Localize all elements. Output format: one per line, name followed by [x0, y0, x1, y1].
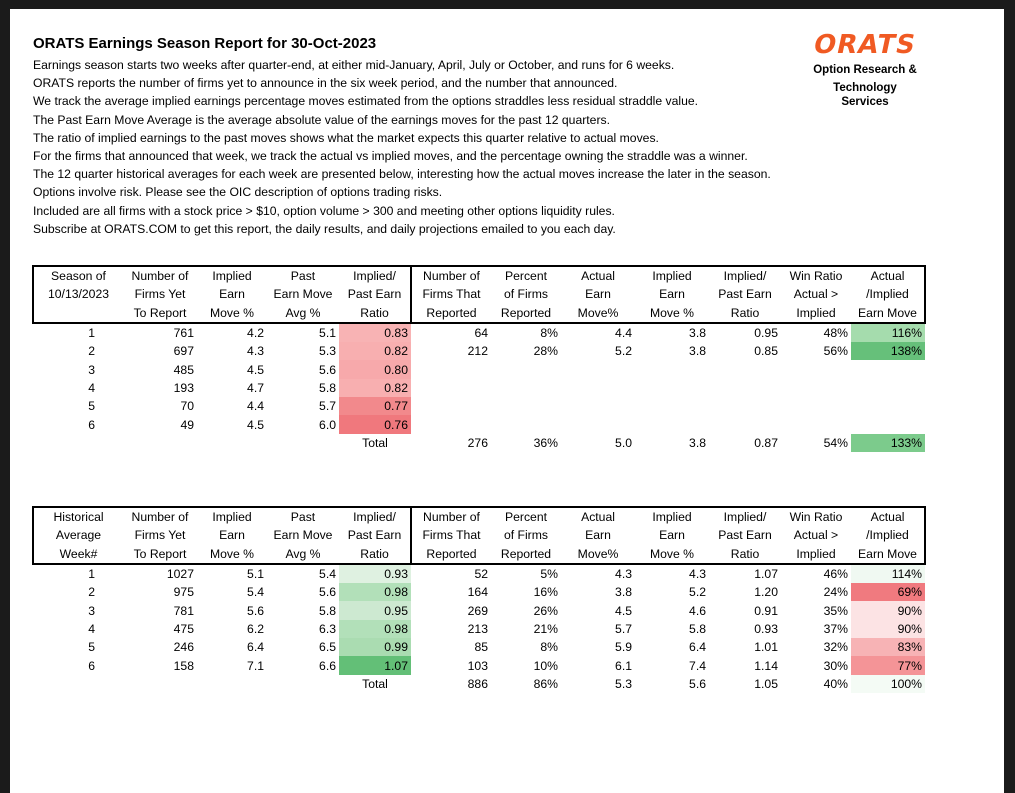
table-cell: 0.93	[339, 564, 411, 583]
total-row	[33, 434, 925, 452]
table-cell: Total	[362, 676, 388, 691]
table-cell: 5.3	[615, 676, 632, 691]
table-cell: 2	[88, 585, 95, 600]
table-row	[33, 564, 925, 583]
table-cell: 5	[88, 640, 95, 655]
table-cell: 4	[88, 380, 95, 395]
table-cell: 5.1	[319, 326, 336, 341]
table-row	[33, 601, 925, 619]
table-row	[33, 583, 925, 601]
historical-table	[32, 506, 926, 693]
table-cell	[197, 675, 267, 693]
table-cell: 54%	[823, 435, 848, 450]
table-cell: 49	[180, 417, 194, 432]
column-header: Move%	[561, 304, 635, 323]
table-cell: 276	[467, 435, 488, 450]
table-cell: 3	[88, 603, 95, 618]
table-cell: 6.2	[247, 621, 264, 636]
column-header: To Report	[123, 304, 197, 323]
table-cell: 8%	[540, 326, 558, 341]
table-cell: 0.95	[754, 326, 778, 341]
table-cell	[561, 379, 635, 397]
column-header: Earn Move	[851, 304, 925, 323]
orats-logo	[810, 31, 920, 109]
table-cell: 138%	[851, 342, 925, 360]
table-cell: 114%	[851, 564, 925, 583]
column-header: Implied/	[709, 507, 781, 526]
column-header: /Implied	[851, 526, 925, 544]
table-cell: 4	[88, 621, 95, 636]
column-header: Implied	[781, 545, 851, 564]
table-cell: 4.2	[247, 326, 264, 341]
table-cell: 213	[467, 621, 488, 636]
table-cell: 761	[173, 326, 194, 341]
table-row	[33, 415, 925, 433]
column-header: Implied	[197, 507, 267, 526]
intro-line: The ratio of implied earnings to the past moves shows what the market expects this quarter relative to actual moves.	[33, 130, 659, 145]
table-cell: 5.7	[615, 621, 632, 636]
table-cell: 36%	[533, 435, 558, 450]
column-header: Implied	[635, 266, 709, 285]
column-header: Move %	[197, 545, 267, 564]
intro-line: The 12 quarter historical averages for each week are presented below, interesting how the actual moves increase the later in the season.	[33, 167, 771, 182]
table-cell: 1	[88, 326, 95, 341]
table-cell: 5.1	[247, 567, 264, 582]
table-cell: 5%	[540, 567, 558, 582]
intro-line: The Past Earn Move Average is the average absolute value of the earnings moves for the past 12 quarters.	[33, 112, 610, 127]
column-header: Past Earn	[339, 526, 411, 544]
column-header: Reported	[491, 545, 561, 564]
table-cell	[709, 415, 781, 433]
column-header: Earn Move	[273, 528, 333, 543]
table-cell: 1.14	[754, 658, 778, 673]
column-header: Implied	[197, 266, 267, 285]
table-cell	[561, 415, 635, 433]
table-cell: 0.80	[339, 360, 411, 378]
intro-line: Included are all firms with a stock price > $10, option volume > 300 and meeting other options liquidity rules.	[33, 203, 615, 218]
table-cell	[635, 397, 709, 415]
table-cell	[411, 379, 491, 397]
table-cell: 35%	[823, 603, 848, 618]
column-header: Reported	[411, 304, 491, 323]
table-cell: 2	[88, 344, 95, 359]
column-header: Firms That	[422, 287, 481, 302]
table-cell: 24%	[823, 585, 848, 600]
column-header: Implied	[781, 304, 851, 323]
table-row	[33, 620, 925, 638]
table-cell: 26%	[533, 603, 558, 618]
column-header: Actual >	[793, 287, 839, 302]
column-header: Move%	[561, 545, 635, 564]
table-cell	[491, 379, 561, 397]
table-cell: 975	[173, 585, 194, 600]
table-cell: 133%	[851, 434, 925, 452]
table-cell: 1.01	[754, 640, 778, 655]
column-header: Actual	[851, 266, 925, 285]
table-cell: 0.91	[754, 603, 778, 618]
table-cell	[781, 360, 851, 378]
column-header: Implied/	[339, 507, 411, 526]
table-cell: 69%	[851, 583, 925, 601]
column-header: of Firms	[503, 528, 548, 543]
table-cell	[709, 360, 781, 378]
table-cell: 0.82	[339, 379, 411, 397]
table-cell	[781, 379, 851, 397]
column-header: Week#	[33, 545, 123, 564]
table-cell: 164	[467, 585, 488, 600]
column-header: Number of	[123, 507, 197, 526]
table-row	[33, 379, 925, 397]
table-cell: 0.77	[339, 397, 411, 415]
column-header: Percent	[491, 507, 561, 526]
column-header: Past Earn	[718, 528, 772, 543]
column-header: Avg %	[267, 304, 339, 323]
table-cell: 6.3	[319, 621, 336, 636]
header-row	[33, 266, 925, 285]
table-cell: 3.8	[689, 344, 706, 359]
intro-line: We track the average implied earnings percentage moves estimated from the options straddles less residual straddle value.	[33, 94, 699, 109]
table-cell: 1.05	[754, 676, 778, 691]
table-cell: 64	[474, 326, 488, 341]
column-header: Earn	[585, 528, 611, 543]
table-cell	[123, 434, 197, 452]
table-cell: 0.93	[754, 621, 778, 636]
column-header: Actual	[561, 266, 635, 285]
header-row	[33, 507, 925, 526]
column-header: Ratio	[339, 545, 411, 564]
table-cell: 85	[474, 640, 488, 655]
table-cell	[781, 397, 851, 415]
column-header: Implied/	[709, 266, 781, 285]
table-cell	[123, 675, 197, 693]
column-header	[33, 304, 123, 323]
column-header: Ratio	[339, 304, 411, 323]
table-cell: 28%	[533, 344, 558, 359]
table-cell: 6	[88, 658, 95, 673]
intro-line: Earnings season starts two weeks after quarter-end, at either mid-January, April, July or October, and runs for 6 weeks.	[33, 58, 675, 72]
intro-line: ORATS reports the number of firms yet to announce in the six week period, and the number that announced.	[33, 76, 618, 91]
table-cell: 5.3	[319, 344, 336, 359]
column-header: Earn	[585, 287, 611, 302]
table-cell	[33, 434, 123, 452]
table-cell: 5.4	[319, 567, 336, 582]
table-cell: 21%	[533, 621, 558, 636]
table-cell: 5.2	[615, 344, 632, 359]
column-header: To Report	[123, 545, 197, 564]
table-cell: 5.4	[247, 585, 264, 600]
table-cell: 4.4	[615, 326, 632, 341]
table-cell	[635, 379, 709, 397]
column-header: Firms Yet	[134, 287, 186, 302]
table-cell: 5	[88, 399, 95, 414]
table-cell: 103	[467, 658, 488, 673]
header-row	[33, 304, 925, 323]
column-header: Firms That	[422, 528, 481, 543]
table-cell: 5.6	[247, 603, 264, 618]
table-cell: 7.1	[247, 658, 264, 673]
table-cell: 697	[173, 344, 194, 359]
column-header: Win Ratio	[781, 266, 851, 285]
table-cell: 886	[467, 676, 488, 691]
table-cell: 90%	[851, 601, 925, 619]
table-cell	[197, 434, 267, 452]
logo-tagline-2: Technology Services	[833, 82, 897, 108]
table-cell: 5.6	[689, 676, 706, 691]
table-cell: 32%	[823, 640, 848, 655]
logo-tagline-1: Option Research &	[813, 64, 917, 76]
table-cell: 0.95	[339, 601, 411, 619]
table-cell: 8%	[540, 640, 558, 655]
table-cell: 3	[88, 362, 95, 377]
header-row	[33, 285, 925, 303]
column-header: Firms Yet	[134, 528, 186, 543]
table-cell: 7.4	[689, 658, 706, 673]
table-cell	[491, 397, 561, 415]
column-header: Past Earn	[718, 287, 772, 302]
table-cell: 5.2	[689, 585, 706, 600]
table-cell: 4.3	[689, 567, 706, 582]
table-cell: 0.82	[339, 342, 411, 360]
table-row	[33, 638, 925, 656]
column-header: Number of	[123, 266, 197, 285]
table-row	[33, 656, 925, 674]
table-cell: 4.6	[689, 603, 706, 618]
table-cell: 1.07	[754, 567, 778, 582]
intro-line: Options involve risk. Please see the OIC description of options trading risks.	[33, 185, 443, 200]
table-cell: 5.7	[319, 399, 336, 414]
intro-line: For the firms that announced that week, we track the actual vs implied moves, and the percentage owning the straddle was a winner.	[33, 149, 748, 164]
table-row	[33, 342, 925, 360]
column-header: Number of	[411, 507, 491, 526]
report-page	[10, 9, 1004, 793]
table-cell: 46%	[823, 567, 848, 582]
table-cell: 3.8	[615, 585, 632, 600]
table-cell: 0.87	[754, 435, 778, 450]
table-cell	[781, 415, 851, 433]
report-title: ORATS Earnings Season Report for 30-Oct-2023	[33, 35, 377, 52]
table-cell: 83%	[851, 638, 925, 656]
column-header: Past	[267, 266, 339, 285]
table-cell: 1027	[166, 567, 194, 582]
table-cell: 48%	[823, 326, 848, 341]
table-cell	[411, 360, 491, 378]
column-header: Ratio	[709, 304, 781, 323]
table-cell: 0.98	[339, 620, 411, 638]
table-cell: 0.99	[339, 638, 411, 656]
table-cell: 100%	[851, 675, 925, 693]
table-cell	[851, 379, 925, 397]
table-cell: 5.0	[615, 435, 632, 450]
column-header: Average	[33, 526, 123, 544]
table-cell	[709, 379, 781, 397]
table-cell	[851, 415, 925, 433]
column-header: Move %	[635, 304, 709, 323]
table-cell: 10%	[533, 658, 558, 673]
column-header: Earn Move	[273, 287, 333, 302]
column-header: Past Earn	[339, 285, 411, 303]
table-cell: 4.3	[247, 344, 264, 359]
column-header: Percent	[491, 266, 561, 285]
column-header: Earn	[659, 287, 685, 302]
table-cell: 4.7	[247, 380, 264, 395]
table-cell	[33, 675, 123, 693]
column-header: Implied	[635, 507, 709, 526]
column-header: Number of	[411, 266, 491, 285]
table-cell	[491, 360, 561, 378]
table-cell: 5.8	[689, 621, 706, 636]
table-cell: 4.3	[615, 567, 632, 582]
table-cell: 37%	[823, 621, 848, 636]
column-header: /Implied	[851, 285, 925, 303]
intro-text	[33, 56, 823, 238]
table-cell: 52	[474, 567, 488, 582]
column-header: 10/13/2023	[33, 285, 123, 303]
table-cell: 3.8	[689, 435, 706, 450]
table-cell: 6	[88, 417, 95, 432]
header-row	[33, 526, 925, 544]
table-cell: 246	[173, 640, 194, 655]
column-header: Earn	[219, 528, 245, 543]
table-cell: 475	[173, 621, 194, 636]
table-cell: 4.5	[615, 603, 632, 618]
intro-line: Subscribe at ORATS.COM to get this report, the daily results, and daily projections emailed to you each day.	[33, 221, 616, 236]
column-header: Reported	[411, 545, 491, 564]
table-cell: 1.20	[754, 585, 778, 600]
column-header: Implied/	[339, 266, 411, 285]
table-cell: 86%	[533, 676, 558, 691]
table-cell: 0.83	[339, 323, 411, 342]
table-cell	[635, 360, 709, 378]
season-table	[32, 265, 926, 452]
table-cell: 5.9	[615, 640, 632, 655]
table-cell: 4.5	[247, 362, 264, 377]
column-header: Actual	[851, 507, 925, 526]
table-row	[33, 397, 925, 415]
table-cell: 1	[88, 567, 95, 582]
table-cell: 6.4	[247, 640, 264, 655]
column-header: Win Ratio	[781, 507, 851, 526]
table-cell	[561, 360, 635, 378]
table-cell	[411, 415, 491, 433]
table-cell: 4.4	[247, 399, 264, 414]
table-cell	[267, 675, 339, 693]
table-cell: 77%	[851, 656, 925, 674]
table-cell: 40%	[823, 676, 848, 691]
table-cell	[267, 434, 339, 452]
column-header: Avg %	[267, 545, 339, 564]
table-cell	[635, 415, 709, 433]
column-header: Actual	[561, 507, 635, 526]
table-cell: 3.8	[689, 326, 706, 341]
table-cell: 16%	[533, 585, 558, 600]
column-header: Move %	[197, 304, 267, 323]
table-cell: 30%	[823, 658, 848, 673]
table-cell: 6.4	[689, 640, 706, 655]
table-cell: 212	[467, 344, 488, 359]
table-cell: 781	[173, 603, 194, 618]
table-cell: 485	[173, 362, 194, 377]
table-cell: 1.07	[339, 656, 411, 674]
table-cell: 6.0	[319, 417, 336, 432]
column-header: Season of	[33, 266, 123, 285]
column-header: Past	[267, 507, 339, 526]
table-row	[33, 360, 925, 378]
table-cell	[411, 397, 491, 415]
table-cell: 4.5	[247, 417, 264, 432]
column-header: Earn Move	[851, 545, 925, 564]
table-cell: 5.8	[319, 603, 336, 618]
table-cell: 0.98	[339, 583, 411, 601]
table-cell: 0.76	[339, 415, 411, 433]
table-cell: Total	[362, 435, 388, 450]
column-header: Ratio	[709, 545, 781, 564]
total-row	[33, 675, 925, 693]
logo-mark: ORATS	[810, 30, 920, 60]
table-cell	[561, 397, 635, 415]
table-row	[33, 323, 925, 342]
table-cell	[851, 360, 925, 378]
table-cell: 193	[173, 380, 194, 395]
table-cell: 56%	[823, 344, 848, 359]
table-cell: 6.1	[615, 658, 632, 673]
column-header: Move %	[635, 545, 709, 564]
table-cell: 0.85	[754, 344, 778, 359]
table-cell: 6.5	[319, 640, 336, 655]
table-cell: 5.8	[319, 380, 336, 395]
column-header: Earn	[219, 287, 245, 302]
column-header: Reported	[491, 304, 561, 323]
header-row	[33, 545, 925, 564]
table-cell	[709, 397, 781, 415]
column-header: Earn	[659, 528, 685, 543]
table-cell: 70	[180, 399, 194, 414]
table-cell: 5.6	[319, 585, 336, 600]
table-cell: 90%	[851, 620, 925, 638]
table-cell: 6.6	[319, 658, 336, 673]
table-cell: 269	[467, 603, 488, 618]
column-header: Actual >	[793, 528, 839, 543]
table-cell: 158	[173, 658, 194, 673]
column-header: of Firms	[503, 287, 548, 302]
column-header: Historical	[33, 507, 123, 526]
table-cell: 116%	[851, 323, 925, 342]
table-cell	[851, 397, 925, 415]
table-cell: 5.6	[319, 362, 336, 377]
table-cell	[491, 415, 561, 433]
